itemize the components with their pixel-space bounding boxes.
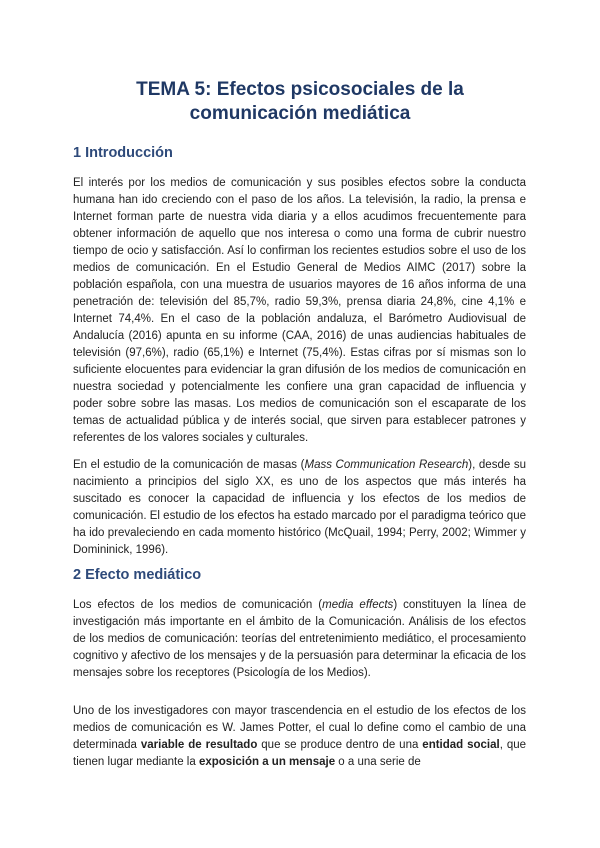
section-1-heading: 1 Introducción <box>73 145 173 161</box>
section-2-paragraph-1 <box>73 597 526 682</box>
s2p1-text-end: ) constituyen la línea de investigación más importante en el ámbito de la Comunicación. Análisis de los efectos de los medios de comunicación: teorías del entretenimiento mediático, el procesamiento cognitivo y afectivo de los mensajes y de la persuasión para determinar la eficacia de los mensajes sobre los receptores (Psicología de los Medios). <box>73 599 526 679</box>
term-entidad-social: entidad social <box>422 739 500 751</box>
s2p1-italic-term: media effects <box>322 599 394 611</box>
title-line-2: comunicación mediática <box>189 103 411 124</box>
term-variable-de-resultado: variable de resultado <box>140 739 258 751</box>
section-2-paragraph-2 <box>73 703 526 771</box>
s2p2-text-g: o a una serie de <box>335 756 421 768</box>
section-2-heading: 2 Efecto mediático <box>73 567 202 583</box>
p2-italic-term: Mass Communication Research <box>304 459 469 471</box>
p2-text-end: ), desde su nacimiento a principios del siglo XX, es uno de los aspectos que más interés ha suscitado es conocer la capacidad de influencia y los efectos de los medios de comunicación. El estudio de los efectos ha estado marcado por el paradigma teórico que ha ido prevaleciendo en cada momento histórico (McQuail, 1994; Perry, 2002; Wimmer y Domininick, 1996). <box>73 459 526 556</box>
s2p2-text-e: , que tienen lugar mediante la <box>73 739 527 768</box>
section-1-paragraph-1: El interés por los medios de comunicación y sus posibles efectos sobre la conducta humana han ido creciendo con el paso de los años. La televisión, la radio, la prensa e Internet forman parte de nuestra vida diaria y a ellos acudimos frecuentemente para obtener información de aquello que nos interesa o como una forma de cubrir nuestro tiempo de ocio y satisfacción. Así lo confirman los recientes estudios sobre el uso de los medios de comunicación. En el Estudio General de Medios AIMC (2017) sobre la población española, con una muestra de usuarios mayores de 16 años informa de una penetración de: televisión del 85,7%, radio 59,3%, prensa diaria 24,8%, cine 4,1% e Internet 74,4%. En el caso de la población andaluza, el Barómetro Audiovisual de Andalucía (2016) apunta en su informe (CAA, 2016) de unas audiencias habituales de televisión (97,6%), radio (65,1%) e Internet (75,4%). Estas cifras por sí mismas son lo suficiente elocuentes para evidenciar la gran difusión de los medios de comunicación en nuestra sociedad y potencialmente les confiere una gran capacidad de influencia y poder sobre sobre las masas. Los medios de comunicación son el escaparate de los temas de actualidad pública y de interés social, que sirven para establecer patrones y referentes de los valores sociales y culturales. <box>73 177 526 444</box>
s2p2-text-a: Uno de los investigadores con mayor trascendencia en el estudio de los efectos de los medios de comunicación es W. James Potter, el cual lo define como el cambio de una determinada <box>73 705 526 751</box>
term-exposicion-a-un-mensaje: exposición a un mensaje <box>198 756 336 768</box>
title-line-1: TEMA 5: Efectos psicosociales de la <box>136 79 464 100</box>
section-1-paragraph-2 <box>73 457 526 559</box>
document-title <box>60 78 540 126</box>
s2p2-text-c: que se produce dentro de una <box>257 739 423 751</box>
s2p1-text-start: Los efectos de los medios de comunicación ( <box>73 599 323 611</box>
p2-text-start: En el estudio de la comunicación de masas ( <box>73 459 305 471</box>
